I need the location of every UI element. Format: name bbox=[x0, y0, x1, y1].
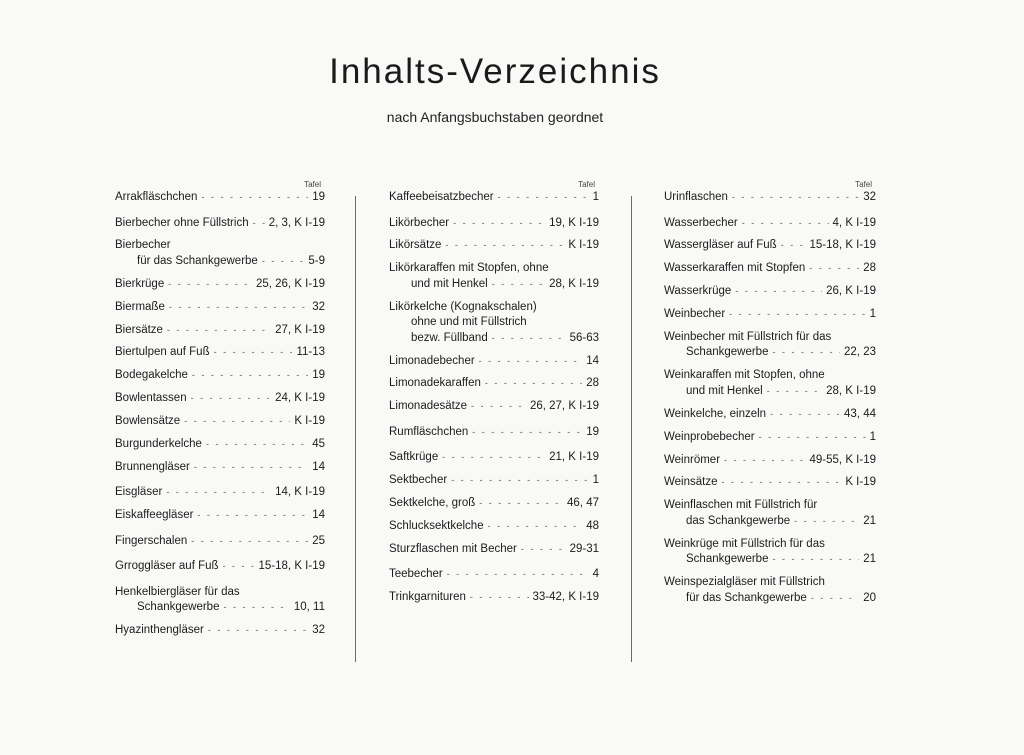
entry-pages: 32 bbox=[863, 191, 876, 203]
dot-leader bbox=[191, 391, 272, 407]
entry-pages: 14, K I-19 bbox=[275, 486, 325, 499]
dot-leader bbox=[445, 238, 564, 254]
dot-leader bbox=[479, 496, 563, 512]
entry-term: Schankgewerbe bbox=[137, 601, 220, 614]
index-entry-line bbox=[664, 190, 876, 206]
index-entry bbox=[389, 399, 599, 415]
entry-pages: K I-19 bbox=[568, 239, 599, 252]
index-entry bbox=[115, 277, 325, 293]
entry-pages: 25 bbox=[312, 534, 325, 547]
dot-leader bbox=[208, 623, 308, 639]
entry-term: bezw. Füllband bbox=[411, 331, 488, 344]
dot-leader bbox=[169, 300, 308, 316]
entry-term: Weinbecher mit Füllstrich für das bbox=[664, 330, 832, 343]
index-entry-line bbox=[115, 414, 325, 430]
dot-leader bbox=[521, 542, 566, 558]
index-entry bbox=[115, 585, 325, 616]
dot-leader bbox=[498, 190, 589, 206]
entry-pages: 4 bbox=[592, 568, 599, 581]
entry-term: Likörsätze bbox=[389, 239, 442, 252]
entry-term: Bowlentassen bbox=[115, 392, 187, 405]
entry-term: Bowlensätze bbox=[115, 415, 181, 428]
index-entry-line bbox=[115, 216, 325, 232]
entry-pages: 28, K I-19 bbox=[549, 277, 599, 290]
dot-leader bbox=[223, 600, 289, 616]
index-entry-line bbox=[389, 567, 599, 583]
index-entry bbox=[389, 450, 599, 466]
dot-leader bbox=[492, 331, 566, 347]
index-entry bbox=[389, 238, 599, 254]
entry-pages: 14 bbox=[586, 354, 599, 367]
dot-leader bbox=[167, 323, 271, 339]
entry-term: Sturzflaschen mit Becher bbox=[389, 542, 517, 555]
entry-pages: 11-13 bbox=[296, 346, 325, 359]
entry-pages: 29-31 bbox=[569, 542, 599, 555]
tafel-label: Tafel bbox=[304, 180, 321, 189]
dot-leader bbox=[485, 376, 582, 392]
index-entry-line bbox=[389, 190, 599, 206]
entry-term: Likörkelche (Kognakschalen) bbox=[389, 300, 537, 313]
entry-pages: 45 bbox=[312, 438, 325, 451]
entry-pages: 19 bbox=[586, 425, 599, 438]
index-entry bbox=[389, 190, 599, 206]
entry-pages: 56-63 bbox=[569, 331, 599, 344]
dot-leader bbox=[729, 307, 865, 323]
entry-pages: 2, 3, K I-19 bbox=[268, 216, 325, 229]
entry-pages: 28, K I-19 bbox=[826, 384, 876, 397]
index-entry-line bbox=[664, 345, 876, 361]
tafel-label: Tafel bbox=[855, 180, 872, 189]
entry-term: ohne und mit Füllstrich bbox=[411, 316, 527, 329]
entry-term: Eiskaffeegläser bbox=[115, 509, 194, 522]
index-entry-line bbox=[389, 331, 599, 347]
entry-term: Wasserkrüge bbox=[664, 285, 732, 298]
index-entry-line bbox=[115, 323, 325, 339]
index-entry-line bbox=[389, 496, 599, 512]
entry-pages: 1 bbox=[869, 430, 876, 443]
entry-pages: 14 bbox=[312, 460, 325, 473]
entry-term: Likörkaraffen mit Stopfen, ohne bbox=[389, 262, 549, 275]
dot-leader bbox=[472, 425, 582, 441]
index-entry bbox=[664, 284, 876, 300]
dot-leader bbox=[184, 414, 290, 430]
dot-leader bbox=[223, 559, 255, 575]
page-title: Inhalts-Verzeichnis bbox=[329, 52, 661, 91]
index-entry-line bbox=[115, 190, 325, 206]
entry-term: Sektkelche, groß bbox=[389, 497, 476, 510]
index-entry bbox=[664, 575, 876, 606]
index-entry bbox=[115, 323, 325, 339]
entry-term: Bodegakelche bbox=[115, 369, 188, 382]
index-entry-line bbox=[115, 300, 325, 316]
dot-leader bbox=[794, 514, 859, 530]
entry-term: Wasserbecher bbox=[664, 216, 738, 229]
index-entry bbox=[389, 354, 599, 370]
index-entry-line bbox=[664, 591, 876, 607]
entry-term: Weinbecher bbox=[664, 308, 726, 321]
index-entry bbox=[664, 368, 876, 399]
index-entry bbox=[115, 437, 325, 453]
entry-pages: 32 bbox=[312, 300, 325, 313]
entry-pages: 21, K I-19 bbox=[549, 451, 599, 464]
index-entry bbox=[389, 590, 599, 606]
index-entry-line bbox=[389, 354, 599, 370]
index-entry bbox=[664, 307, 876, 323]
entry-term: Henkelbiergläser für das bbox=[115, 585, 240, 598]
index-entry bbox=[115, 300, 325, 316]
dot-leader bbox=[732, 190, 859, 206]
index-entry bbox=[664, 330, 876, 361]
index-entry bbox=[115, 485, 325, 501]
column-divider bbox=[355, 196, 356, 662]
dot-leader bbox=[206, 437, 308, 453]
entry-pages: 1 bbox=[592, 191, 599, 203]
entry-term: Wassergläser auf Fuß bbox=[664, 239, 777, 252]
dot-leader bbox=[742, 216, 829, 232]
index-entry-line bbox=[664, 238, 876, 254]
entry-pages: 1 bbox=[592, 474, 599, 487]
index-entry-line bbox=[664, 384, 876, 400]
entry-pages: 15-18, K I-19 bbox=[809, 239, 876, 252]
dot-leader bbox=[759, 430, 866, 446]
entry-term: Weinkelche, einzeln bbox=[664, 407, 767, 420]
index-entry bbox=[115, 559, 325, 575]
index-entry-line bbox=[389, 473, 599, 489]
dot-leader bbox=[772, 345, 840, 361]
index-entry-line bbox=[664, 475, 876, 491]
entry-pages: K I-19 bbox=[845, 476, 876, 489]
entry-term: Fingerschalen bbox=[115, 534, 188, 547]
entry-pages: 46, 47 bbox=[567, 497, 599, 510]
entry-term: Biertulpen auf Fuß bbox=[115, 346, 210, 359]
entry-term: Weinrömer bbox=[664, 453, 721, 466]
entry-term: Wasserkaraffen mit Stopfen bbox=[664, 262, 806, 275]
index-entry bbox=[664, 261, 876, 277]
entry-pages: 21 bbox=[863, 553, 876, 566]
entry-pages: 21 bbox=[863, 514, 876, 527]
index-entry-line bbox=[664, 430, 876, 446]
entry-term: und mit Henkel bbox=[411, 277, 488, 290]
index-entry-line bbox=[115, 368, 325, 384]
entry-term: Schankgewerbe bbox=[686, 346, 769, 359]
entry-pages: 28 bbox=[586, 377, 599, 390]
dot-leader bbox=[811, 591, 859, 607]
entry-term: Weinkaraffen mit Stopfen, ohne bbox=[664, 369, 825, 382]
entry-pages: 28 bbox=[863, 262, 876, 275]
index-entry bbox=[115, 534, 325, 550]
entry-term: Likörbecher bbox=[389, 216, 450, 229]
index-entry bbox=[115, 216, 325, 232]
index-entry-line bbox=[115, 508, 325, 524]
entry-term: für das Schankgewerbe bbox=[137, 254, 258, 267]
index-entry bbox=[115, 345, 325, 361]
entry-pages: 5-9 bbox=[308, 254, 325, 267]
entry-pages: 4, K I-19 bbox=[832, 216, 876, 229]
entry-term: Biermaße bbox=[115, 300, 165, 313]
index-entry bbox=[389, 425, 599, 441]
index-entry bbox=[115, 460, 325, 476]
entry-term: für das Schankgewerbe bbox=[686, 591, 807, 604]
index-entry bbox=[389, 473, 599, 489]
index-entry bbox=[115, 238, 325, 269]
index-entry-line bbox=[389, 261, 599, 277]
dot-leader bbox=[492, 277, 545, 293]
entry-term: Limonadesätze bbox=[389, 400, 467, 413]
entry-pages: K I-19 bbox=[294, 415, 325, 428]
dot-leader bbox=[168, 277, 252, 293]
entry-term: Weinflaschen mit Füllstrich für bbox=[664, 499, 818, 512]
dot-leader bbox=[471, 399, 526, 415]
entry-term: Biersätze bbox=[115, 323, 163, 336]
entry-pages: 19, K I-19 bbox=[549, 216, 599, 229]
entry-pages: 49-55, K I-19 bbox=[809, 453, 876, 466]
index-entry-line bbox=[389, 519, 599, 535]
index-entry-line bbox=[664, 498, 876, 514]
index-entries bbox=[115, 190, 325, 646]
entry-pages: 22, 23 bbox=[844, 346, 876, 359]
entry-term: Weinkrüge mit Füllstrich für das bbox=[664, 537, 825, 550]
entry-pages: 32 bbox=[312, 624, 325, 637]
entry-pages: 15-18, K I-19 bbox=[258, 560, 325, 573]
index-entry bbox=[389, 261, 599, 292]
index-entry-line bbox=[115, 600, 325, 616]
index-entry bbox=[115, 508, 325, 524]
entry-pages: 48 bbox=[586, 520, 599, 533]
index-entry-line bbox=[389, 376, 599, 392]
index-entry bbox=[664, 407, 876, 423]
entry-term: Urinflaschen bbox=[664, 191, 728, 203]
dot-leader bbox=[772, 552, 859, 568]
index-entry bbox=[664, 238, 876, 254]
index-entry bbox=[115, 368, 325, 384]
entry-term: Teebecher bbox=[389, 568, 443, 581]
entry-term: Arrakfläschchen bbox=[115, 191, 198, 203]
entry-term: Saftkrüge bbox=[389, 451, 439, 464]
index-entry-line bbox=[664, 514, 876, 530]
index-entry-line bbox=[389, 399, 599, 415]
index-entry bbox=[664, 498, 876, 529]
index-entry-line bbox=[115, 254, 325, 270]
entry-pages: 19 bbox=[312, 369, 325, 382]
index-entry bbox=[664, 216, 876, 232]
dot-leader bbox=[447, 567, 589, 583]
index-entry-line bbox=[664, 330, 876, 346]
dot-leader bbox=[194, 460, 308, 476]
dot-leader bbox=[488, 519, 583, 535]
dot-leader bbox=[453, 216, 545, 232]
dot-leader bbox=[166, 485, 271, 501]
index-entry bbox=[664, 475, 876, 491]
dot-leader bbox=[479, 354, 583, 370]
dot-leader bbox=[721, 475, 841, 491]
index-entry bbox=[115, 623, 325, 639]
entry-term: das Schankgewerbe bbox=[686, 514, 791, 527]
index-entry-line bbox=[389, 216, 599, 232]
entry-term: Schlucksektkelche bbox=[389, 520, 484, 533]
index-entry bbox=[389, 496, 599, 512]
index-entry-line bbox=[389, 425, 599, 441]
dot-leader bbox=[809, 261, 859, 277]
index-entry-line bbox=[664, 284, 876, 300]
entry-pages: 26, 27, K I-19 bbox=[529, 400, 599, 413]
dot-leader bbox=[253, 216, 265, 232]
index-entry bbox=[664, 190, 876, 206]
index-entry-line bbox=[664, 575, 876, 591]
entry-pages: 43, 44 bbox=[844, 407, 876, 420]
dot-leader bbox=[767, 384, 822, 400]
entry-pages: 24, K I-19 bbox=[275, 392, 325, 405]
entry-pages: 20 bbox=[863, 591, 876, 604]
entry-term: Hyazinthengläser bbox=[115, 624, 204, 637]
index-entry-line bbox=[389, 277, 599, 293]
index-entry-line bbox=[664, 368, 876, 384]
index-entry bbox=[389, 300, 599, 347]
entry-pages: 14 bbox=[312, 509, 325, 522]
column-divider bbox=[631, 196, 632, 662]
index-entry-line bbox=[115, 485, 325, 501]
index-entry-line bbox=[115, 460, 325, 476]
entry-pages: 19 bbox=[312, 191, 325, 203]
dot-leader bbox=[470, 590, 529, 606]
entry-term: Burgunderkelche bbox=[115, 438, 202, 451]
dot-leader bbox=[451, 473, 588, 489]
index-entry-line bbox=[115, 238, 325, 254]
index-entry bbox=[389, 519, 599, 535]
index-entry-line bbox=[389, 238, 599, 254]
index-entry-line bbox=[115, 623, 325, 639]
dot-leader bbox=[214, 345, 293, 361]
dot-leader bbox=[735, 284, 822, 300]
entry-pages: 26, K I-19 bbox=[826, 285, 876, 298]
entry-term: Limonadekaraffen bbox=[389, 377, 481, 390]
entry-term: Rumfläschchen bbox=[389, 425, 469, 438]
entry-pages: 33-42, K I-19 bbox=[532, 591, 599, 604]
index-entry-line bbox=[115, 277, 325, 293]
entry-pages: 27, K I-19 bbox=[275, 323, 325, 336]
index-entry-line bbox=[115, 437, 325, 453]
entry-pages: 1 bbox=[869, 308, 876, 321]
index-entry bbox=[115, 391, 325, 407]
index-entry-line bbox=[664, 261, 876, 277]
index-entry bbox=[389, 567, 599, 583]
entry-term: Schankgewerbe bbox=[686, 553, 769, 566]
entry-term: Eisgläser bbox=[115, 486, 163, 499]
index-entry-line bbox=[389, 450, 599, 466]
dot-leader bbox=[781, 238, 806, 254]
dot-leader bbox=[442, 450, 545, 466]
entry-term: Weinsätze bbox=[664, 476, 718, 489]
index-entry-line bbox=[389, 590, 599, 606]
dot-leader bbox=[197, 508, 308, 524]
page-subtitle: nach Anfangsbuchstaben geordnet bbox=[386, 109, 604, 125]
index-entry bbox=[115, 414, 325, 430]
entry-pages: 10, 11 bbox=[293, 601, 325, 614]
index-entry-line bbox=[115, 391, 325, 407]
entry-term: Sektbecher bbox=[389, 474, 448, 487]
dot-leader bbox=[191, 534, 308, 550]
entry-term: Grroggläser auf Fuß bbox=[115, 560, 219, 573]
index-entry-line bbox=[664, 453, 876, 469]
entry-term: Bierbecher bbox=[115, 239, 171, 252]
dot-leader bbox=[262, 254, 305, 270]
index-entry-line bbox=[664, 307, 876, 323]
tafel-label: Tafel bbox=[578, 180, 595, 189]
index-entry-line bbox=[389, 542, 599, 558]
entry-term: Brunnengläser bbox=[115, 460, 190, 473]
index-entry-line bbox=[664, 552, 876, 568]
index-entry bbox=[664, 430, 876, 446]
entry-term: Kaffeebeisatzbecher bbox=[389, 191, 494, 203]
entry-term: Weinprobebecher bbox=[664, 430, 755, 443]
index-entry-line bbox=[115, 345, 325, 361]
dot-leader bbox=[201, 190, 308, 206]
index-entry-line bbox=[115, 585, 325, 601]
index-entries bbox=[664, 190, 876, 613]
entry-term: Bierbecher ohne Füllstrich bbox=[115, 216, 249, 229]
index-entry bbox=[389, 216, 599, 232]
index-entry-line bbox=[389, 315, 599, 331]
index-entry bbox=[664, 537, 876, 568]
entry-term: Weinspezialgläser mit Füllstrich bbox=[664, 576, 825, 589]
dot-leader bbox=[192, 368, 308, 384]
dot-leader bbox=[770, 407, 840, 423]
index-entry-line bbox=[389, 300, 599, 316]
index-entry-line bbox=[664, 407, 876, 423]
entry-term: Trinkgarnituren bbox=[389, 591, 466, 604]
index-entry-line bbox=[115, 534, 325, 550]
index-entry-line bbox=[115, 559, 325, 575]
index-entry-line bbox=[664, 537, 876, 553]
entry-term: Bierkrüge bbox=[115, 277, 165, 290]
entry-pages: 25, 26, K I-19 bbox=[255, 277, 325, 290]
index-entry-line bbox=[664, 216, 876, 232]
entry-term: Limonadebecher bbox=[389, 354, 475, 367]
index-entries bbox=[389, 190, 599, 613]
index-entry bbox=[389, 376, 599, 392]
index-entry bbox=[389, 542, 599, 558]
index-entry bbox=[664, 453, 876, 469]
dot-leader bbox=[724, 453, 805, 469]
entry-term: und mit Henkel bbox=[686, 384, 763, 397]
index-entry bbox=[115, 190, 325, 206]
